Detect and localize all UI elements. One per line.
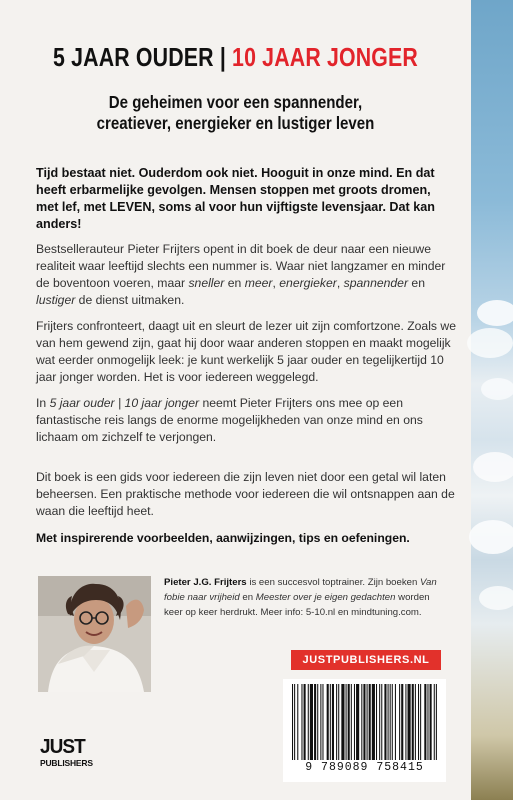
emphasis-text: meer [244, 276, 273, 290]
barcode-bar [367, 684, 368, 760]
paragraph-text: de dienst uitmaken. [75, 293, 185, 307]
barcode-bar [412, 684, 414, 760]
emphasis-text: sneller [188, 276, 225, 290]
barcode-bar [341, 684, 344, 760]
barcode-bar [427, 684, 428, 760]
barcode-bar [399, 684, 400, 760]
barcode-bar [346, 684, 347, 760]
title-part-two: 10 JAAR JONGER [232, 42, 419, 72]
cloud-shape [479, 586, 513, 610]
paragraph-journey [36, 395, 456, 446]
paragraph-text: en [224, 276, 245, 290]
publisher-website-banner: JUSTPUBLISHERS.NL [291, 650, 441, 670]
isbn-number: 9 789089 758415 [305, 761, 424, 774]
barcode-bar [310, 684, 313, 760]
barcode-bar [297, 684, 298, 760]
paragraph-features: Met inspirerende voorbeelden, aanwijzingen, tips en oefeningen. [36, 531, 410, 545]
subtitle-line-1: De geheimen voor een spannender, [108, 92, 363, 112]
barcode-bar [420, 684, 421, 760]
barcode-bar [390, 684, 391, 760]
cloud-shape [477, 300, 513, 326]
cloud-shape [481, 378, 513, 400]
barcode-bar [424, 684, 426, 760]
author-portrait-image [38, 576, 151, 692]
cloud-shape [473, 452, 513, 482]
barcode-bar [381, 684, 382, 760]
emphasis-text: lustiger [36, 293, 76, 307]
barcode-bar [301, 684, 302, 760]
barcode-bar [336, 684, 337, 760]
barcode-bar [322, 684, 323, 760]
bio-text: en [239, 592, 256, 603]
barcode-bar [361, 684, 362, 760]
barcode-bar [356, 684, 359, 760]
barcode-bar [418, 684, 419, 760]
barcode-bar [415, 684, 416, 760]
bio-text: is een succesvol toptrainer. Zijn boeken [246, 577, 420, 588]
barcode-bar [372, 684, 375, 760]
barcode-bar [317, 684, 318, 760]
barcode-bar [330, 684, 331, 760]
barcode-bar [354, 684, 355, 760]
barcode-bar [408, 684, 411, 760]
paragraph-text: Bestsellerauteur Pieter Frijters opent in dit boek de deur naar een nieuwe realiteit waar leeftijd slechts een nummer is. Waar niet langzamer en minder de boventoon voeren, maar [36, 242, 446, 290]
barcode-bar [294, 684, 295, 760]
barcode-bar [304, 684, 306, 760]
paragraph-text: , [272, 276, 280, 290]
barcode-bar [292, 684, 293, 760]
barcode-bar [314, 684, 316, 760]
lead-paragraph: Tijd bestaat niet. Ouderdom ook niet. Hooguit in onze mind. En dat heeft erbarmelijke gevolgen. Mensen stoppen met groots dromen, met lef, met LEVEN, soms al voor hun vijftigste levensjaar. Dat kan anders! [36, 166, 435, 231]
book-title-italic: 5 jaar ouder | 10 jaar jonger [49, 396, 200, 410]
barcode-bar [434, 684, 435, 760]
sky-edge-image [471, 0, 513, 800]
paragraph-text: en [408, 276, 425, 290]
barcode-bar [430, 684, 432, 760]
barcode-bar [405, 684, 406, 760]
title-separator: | [219, 42, 226, 72]
book-subtitle [33, 92, 438, 134]
subtitle-line-2: creatiever, energieker en lustiger leven [96, 113, 375, 133]
barcode-bar [395, 684, 396, 760]
barcode-bar [401, 684, 403, 760]
bio-text: worden keer op keer herdrukt. Meer info: 5-10.nl en mindtuning.com. [164, 592, 430, 618]
barcode-bar [363, 684, 365, 760]
barcode-bar [379, 684, 380, 760]
emphasis-text: spannender [343, 276, 409, 290]
barcode-bar [348, 684, 350, 760]
book-title [42, 42, 428, 73]
emphasis-text: energieker [279, 276, 337, 290]
paragraph-text: In [36, 396, 50, 410]
cloud-shape [467, 328, 513, 358]
barcode-bar [308, 684, 309, 760]
barcode-bar [327, 684, 329, 760]
paragraph-intro [36, 241, 456, 309]
title-part-one: 5 JAAR OUDER [52, 42, 214, 72]
barcode-bar [369, 684, 371, 760]
logo-publishers: PUBLISHERS [40, 758, 93, 768]
barcode-bar [436, 684, 437, 760]
barcode-bar [384, 684, 386, 760]
bio-book-title: Meester over je eigen gedachten [255, 592, 396, 603]
paragraph-confronts: Frijters confronteert, daagt uit en sleurt de lezer uit zijn comfortzone. Zoals we van hem gewend zijn, gaat hij door waar anderen stoppen en maakt mogelijk wat eerder onmogelijk leek: je kunt werkelijk 5 jaar ouder en tegelijkertijd 10 jaar jonger worden. Het is voor iedereen weggelegd. [36, 319, 456, 384]
author-photo [38, 576, 151, 692]
barcode-bar [332, 684, 334, 760]
isbn-barcode [283, 679, 446, 782]
bio-book-title: Van fobie naar vrijheid [164, 577, 437, 603]
paragraph-text: , [336, 276, 344, 290]
author-name: Pieter J.G. Frijters [164, 577, 247, 588]
cloud-shape [469, 520, 513, 554]
publisher-logo [40, 737, 110, 777]
barcode-bar [320, 684, 321, 760]
barcode-bar [376, 684, 377, 760]
barcode-bar [338, 684, 339, 760]
logo-just: JUST [40, 736, 85, 758]
barcode-bar [392, 684, 393, 760]
barcode-bar [351, 684, 352, 760]
barcode-bar [388, 684, 389, 760]
barcode-bars [292, 684, 439, 760]
author-bio [164, 575, 448, 620]
paragraph-text: neemt Pieter Frijters ons mee op een fantastische reis langs de enorme mogelijkheden van onze mind en ons lichaam om zichzelf te verjongen. [36, 396, 423, 444]
paragraph-guide: Dit boek is een gids voor iedereen die zijn leven niet door een getal wil laten beheersen. Een praktische methode voor iedereen die wil ontsnappen aan de waan die leeftijd heet. [36, 470, 455, 518]
